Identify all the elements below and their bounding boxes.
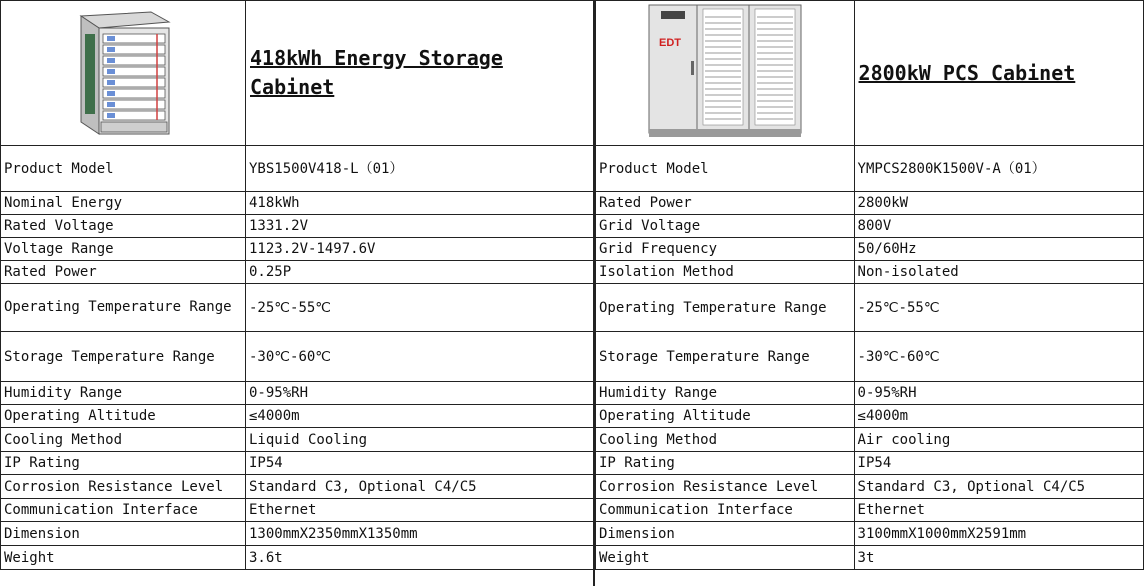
table-row bbox=[1, 405, 595, 428]
spec-label: Grid Voltage bbox=[596, 215, 855, 238]
spec-label: Product Model bbox=[596, 146, 855, 192]
table-row bbox=[1, 261, 595, 284]
spec-value: 3.6t bbox=[246, 546, 595, 570]
table-row bbox=[1, 546, 595, 570]
spec-value: Ethernet bbox=[246, 499, 595, 522]
spec-label: Nominal Energy bbox=[1, 192, 246, 215]
spec-label: Corrosion Resistance Level bbox=[596, 475, 855, 499]
table-row bbox=[1, 146, 595, 192]
spec-value: 3t bbox=[854, 546, 1143, 570]
table-row bbox=[1, 238, 595, 261]
spec-label: Dimension bbox=[596, 522, 855, 546]
table-row bbox=[1, 382, 595, 405]
spec-label: Rated Power bbox=[596, 192, 855, 215]
spec-label: Corrosion Resistance Level bbox=[1, 475, 246, 499]
table-row bbox=[1, 428, 595, 452]
table-row bbox=[1, 522, 595, 546]
table-row bbox=[596, 261, 1144, 284]
table-row bbox=[1, 499, 595, 522]
spec-value: YBS1500V418-L（01） bbox=[246, 146, 595, 192]
spec-label: Operating Altitude bbox=[1, 405, 246, 428]
spec-label: Operating Temperature Range bbox=[596, 284, 855, 332]
table-row bbox=[596, 405, 1144, 428]
spec-label: Communication Interface bbox=[1, 499, 246, 522]
spec-value: Standard C3, Optional C4/C5 bbox=[854, 475, 1143, 499]
spec-value: -30℃-60℃ bbox=[854, 332, 1143, 382]
spec-label: Humidity Range bbox=[596, 382, 855, 405]
table-row bbox=[596, 215, 1144, 238]
spec-label: Humidity Range bbox=[1, 382, 246, 405]
spec-value: 2800kW bbox=[854, 192, 1143, 215]
spec-value: Standard C3, Optional C4/C5 bbox=[246, 475, 595, 499]
table-row bbox=[1, 452, 595, 475]
spec-value: 800V bbox=[854, 215, 1143, 238]
table-row bbox=[596, 452, 1144, 475]
spec-label: Isolation Method bbox=[596, 261, 855, 284]
table-row bbox=[1, 284, 595, 332]
brand-logo: EDT bbox=[658, 37, 681, 49]
spec-label: Product Model bbox=[1, 146, 246, 192]
product-image-cell bbox=[1, 1, 246, 146]
spec-value: -30℃-60℃ bbox=[246, 332, 595, 382]
table-row bbox=[1, 475, 595, 499]
energy-storage-title: 418kWh Energy Storage Cabinet bbox=[246, 1, 595, 146]
spec-label: Storage Temperature Range bbox=[596, 332, 855, 382]
spec-value: ≤4000m bbox=[854, 405, 1143, 428]
table-row bbox=[596, 428, 1144, 452]
spec-label: Weight bbox=[1, 546, 246, 570]
pcs-title: 2800kW PCS Cabinet bbox=[854, 1, 1143, 146]
spec-label: Voltage Range bbox=[1, 238, 246, 261]
spec-value: 1331.2V bbox=[246, 215, 595, 238]
spec-value: IP54 bbox=[246, 452, 595, 475]
spec-label: Grid Frequency bbox=[596, 238, 855, 261]
table-row bbox=[596, 238, 1144, 261]
spec-value: ≤4000m bbox=[246, 405, 595, 428]
spec-label: Cooling Method bbox=[1, 428, 246, 452]
spec-label: Operating Altitude bbox=[596, 405, 855, 428]
header-row bbox=[1, 1, 595, 146]
table-row bbox=[1, 215, 595, 238]
spec-value: YMPCS2800K1500V-A（01） bbox=[854, 146, 1143, 192]
header-row bbox=[596, 1, 1144, 146]
table-row bbox=[596, 192, 1144, 215]
spec-value: IP54 bbox=[854, 452, 1143, 475]
pcs-cabinet-icon bbox=[645, 1, 805, 141]
table-row bbox=[596, 284, 1144, 332]
table-row bbox=[1, 332, 595, 382]
spec-value: -25℃-55℃ bbox=[246, 284, 595, 332]
spec-value: 418kWh bbox=[246, 192, 595, 215]
spec-value: Non-isolated bbox=[854, 261, 1143, 284]
spec-label: Cooling Method bbox=[596, 428, 855, 452]
spec-value: 50/60Hz bbox=[854, 238, 1143, 261]
spec-value: Ethernet bbox=[854, 499, 1143, 522]
pcs-spec-table bbox=[595, 0, 1144, 570]
battery-rack-cabinet-icon bbox=[71, 4, 175, 138]
table-row bbox=[596, 499, 1144, 522]
spec-value: 1123.2V-1497.6V bbox=[246, 238, 595, 261]
table-row bbox=[596, 332, 1144, 382]
spec-label: Communication Interface bbox=[596, 499, 855, 522]
spec-label: Rated Power bbox=[1, 261, 246, 284]
spec-label: Operating Temperature Range bbox=[1, 284, 246, 332]
spec-value: 0.25P bbox=[246, 261, 595, 284]
spec-value: 0-95%RH bbox=[854, 382, 1143, 405]
spec-label: IP Rating bbox=[596, 452, 855, 475]
table-row bbox=[596, 475, 1144, 499]
spec-label: Dimension bbox=[1, 522, 246, 546]
product-image-cell bbox=[596, 1, 855, 146]
table-row bbox=[596, 146, 1144, 192]
table-row bbox=[596, 382, 1144, 405]
table-row bbox=[596, 522, 1144, 546]
spec-value: 1300mmX2350mmX1350mm bbox=[246, 522, 595, 546]
spec-value: Air cooling bbox=[854, 428, 1143, 452]
spec-value: 3100mmX1000mmX2591mm bbox=[854, 522, 1143, 546]
spec-value: 0-95%RH bbox=[246, 382, 595, 405]
spec-label: Weight bbox=[596, 546, 855, 570]
spec-label: Rated Voltage bbox=[1, 215, 246, 238]
spec-label: Storage Temperature Range bbox=[1, 332, 246, 382]
spec-value: -25℃-55℃ bbox=[854, 284, 1143, 332]
spec-label: IP Rating bbox=[1, 452, 246, 475]
table-row bbox=[1, 192, 595, 215]
spec-value: Liquid Cooling bbox=[246, 428, 595, 452]
table-row bbox=[596, 546, 1144, 570]
